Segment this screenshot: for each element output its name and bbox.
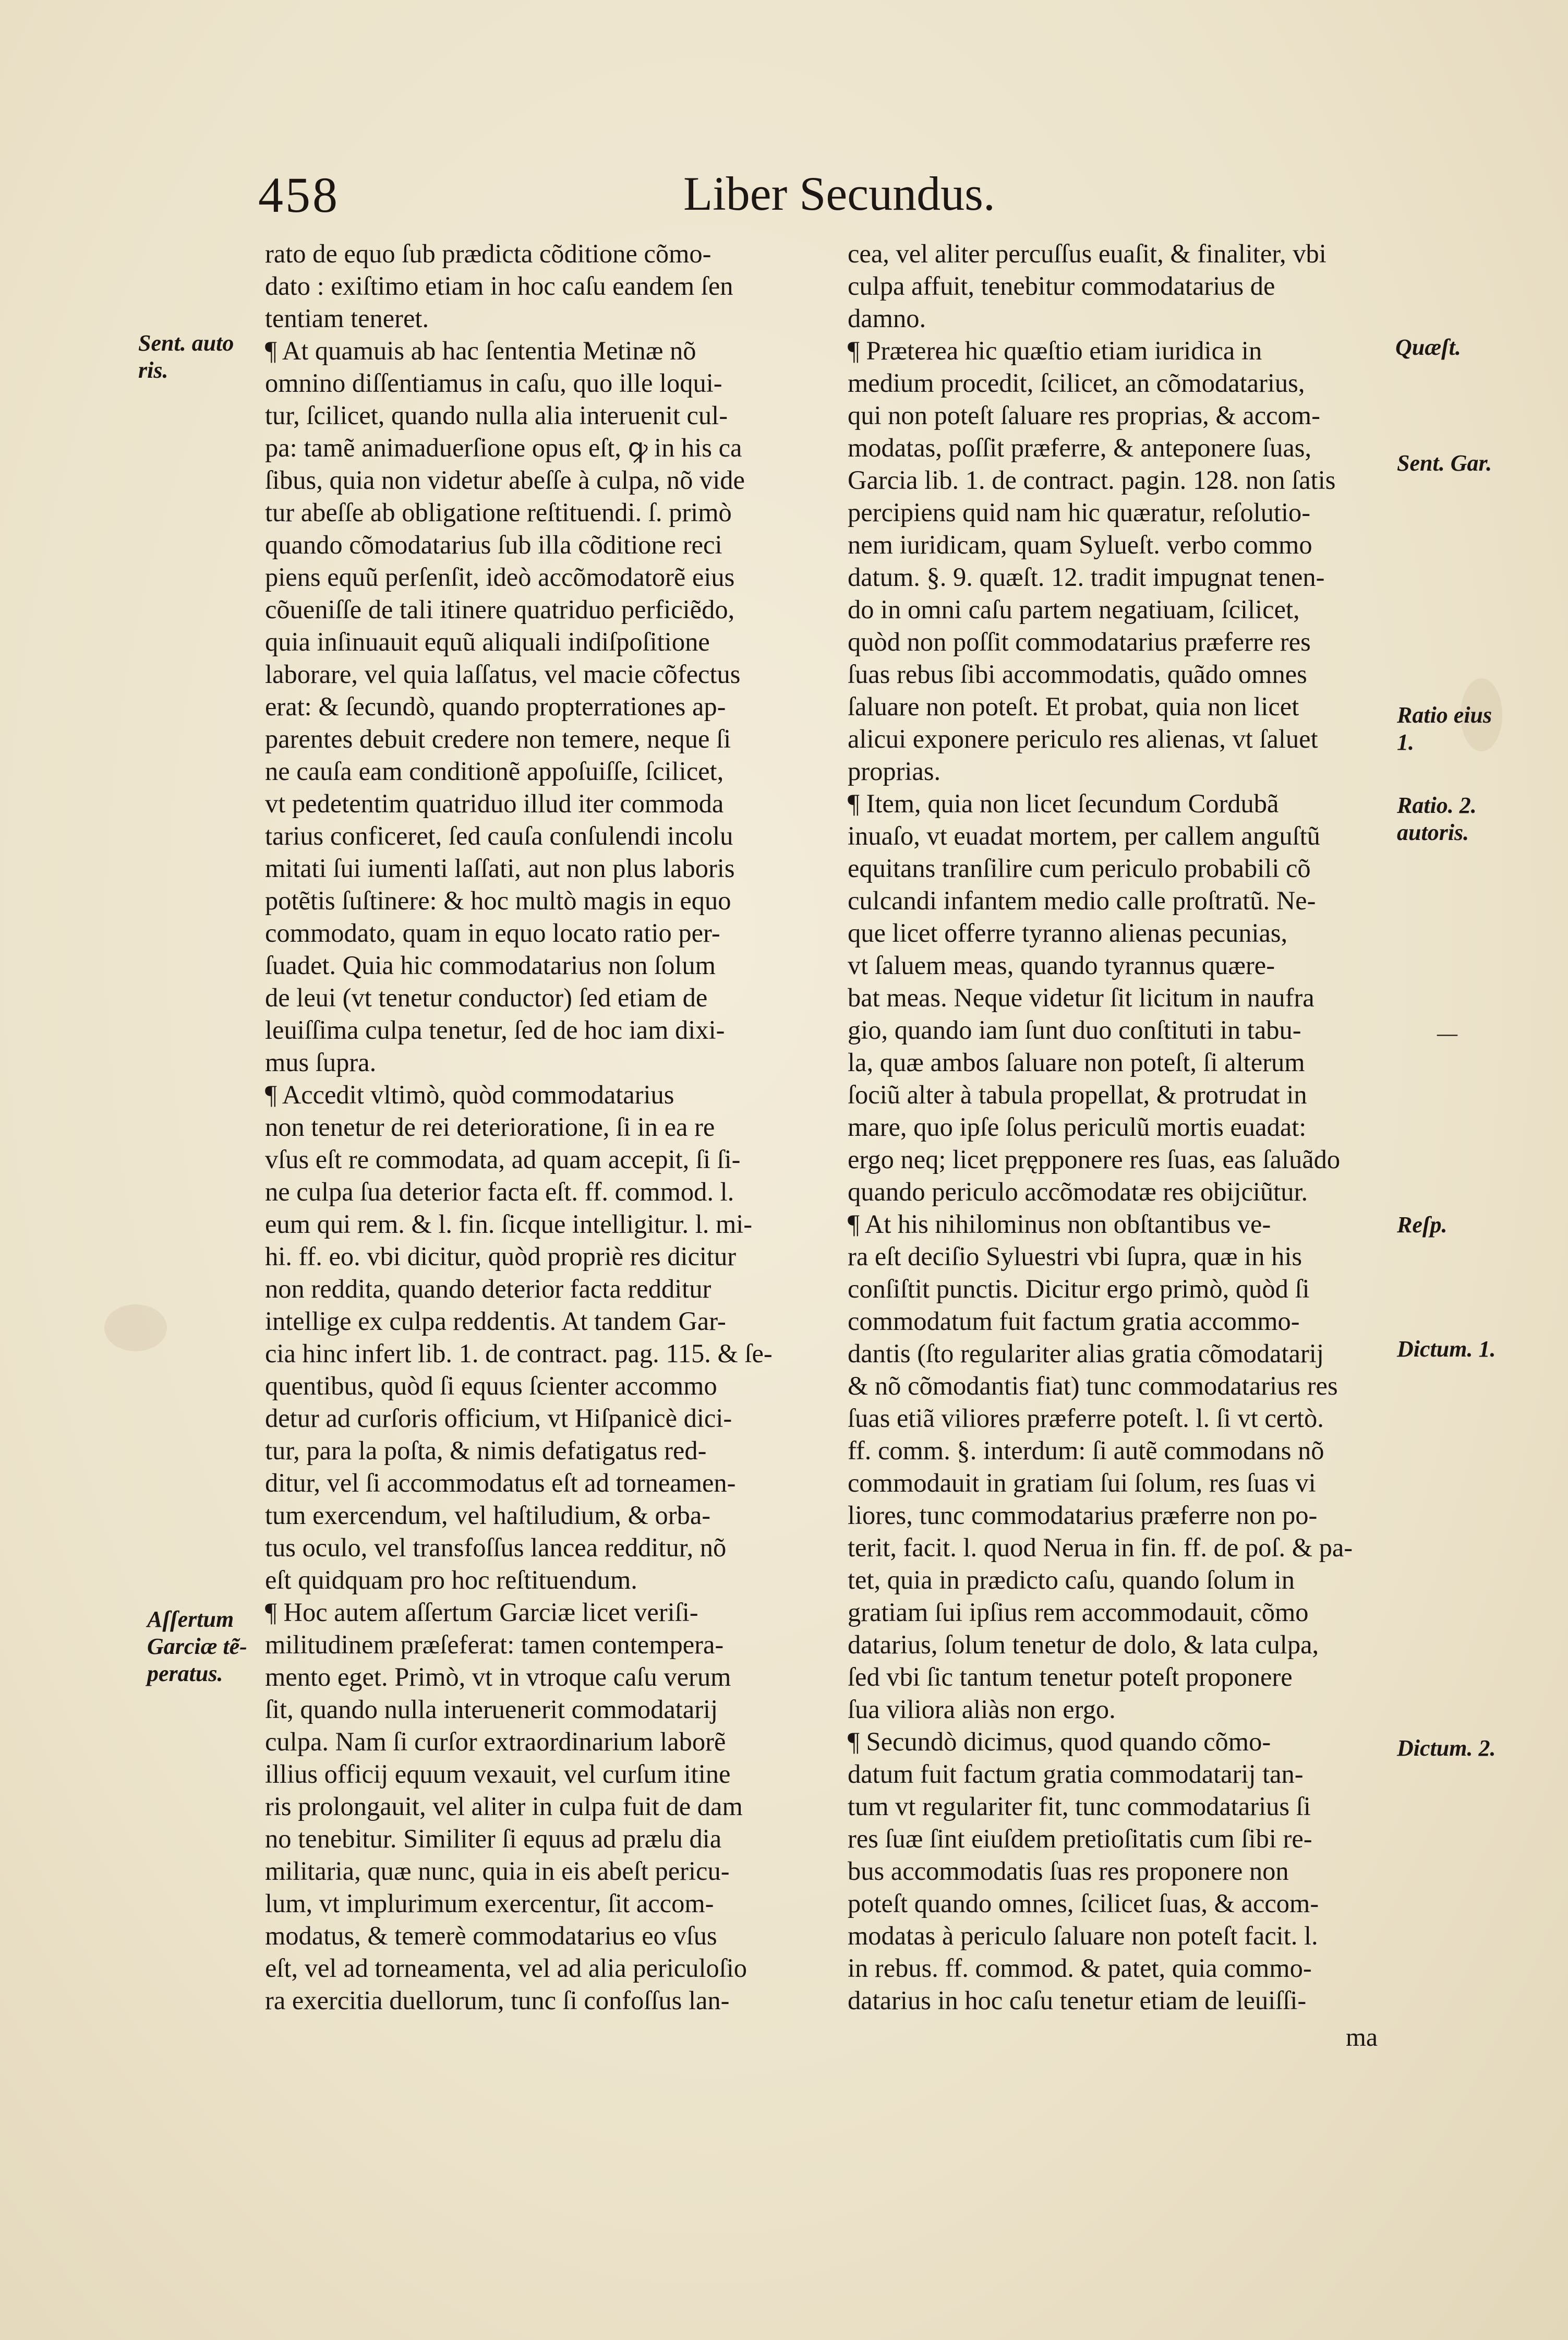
text-line: tus oculo, vel transfoſſus lancea redditur, nõ — [265, 1533, 727, 1562]
text-line: quia inſinuauit equũ aliquali indiſpoſitione — [265, 627, 710, 656]
text-line: mus ſupra. — [265, 1048, 377, 1077]
text-line: mare, quo ipſe ſolus periculũ mortis euadat: — [848, 1112, 1307, 1142]
text-line: culpa affuit, tenebitur commodatarius de — [848, 271, 1275, 301]
text-line: bat meas. Neque videtur ſit licitum in naufra — [848, 983, 1314, 1012]
text-line: proprias. — [848, 757, 941, 786]
text-line: tet, quia in prædicto caſu, quando ſolum in — [848, 1565, 1295, 1594]
text-line: gratiam ſui ipſius rem accommodauit, cõmo — [848, 1598, 1309, 1627]
text-line: bus accommodatis ſuas res proponere non — [848, 1856, 1289, 1886]
margin-note-line: Garciæ tẽ- — [147, 1634, 247, 1659]
text-line: que licet offerre tyranno alienas pecunias, — [848, 918, 1288, 947]
text-line: quòd non poſſit commodatarius præferre res — [848, 627, 1311, 656]
margin-note-line: Sent. auto — [138, 330, 234, 356]
text-line: cõueniſſe de tali itinere quatriduo perficiẽdo, — [265, 595, 735, 624]
text-line: Garcia lib. 1. de contract. pagin. 128. non ſatis — [848, 465, 1336, 495]
running-title: Liber Secundus. — [683, 167, 995, 220]
text-line: ditur, vel ſi accommodatus eſt ad torneamen- — [265, 1468, 736, 1497]
text-line: tur, para la poſta, & nimis defatigatus red- — [265, 1436, 707, 1465]
text-line: cia hinc infert lib. 1. de contract. pag. 115. & ſe- — [265, 1339, 773, 1368]
text-line: dato : exiſtimo etiam in hoc caſu eandem ſen — [265, 271, 733, 301]
text-line: tur, ſcilicet, quando nulla alia interuenit cul- — [265, 401, 728, 430]
text-line: tentiam teneret. — [265, 304, 429, 333]
text-line: rato de equo ſub prædicta cõditione cõmo- — [265, 239, 711, 268]
margin-note-line: peratus. — [147, 1661, 223, 1686]
margin-note-line: Ratio. 2. — [1397, 793, 1477, 818]
page-number: 458 — [258, 167, 340, 223]
paper-stain — [104, 1304, 167, 1351]
text-line: mitati ſui iumenti laſſati, aut non plus laboris — [265, 854, 735, 883]
text-line: modatas à periculo ſaluare non poteſt facit. l. — [848, 1921, 1318, 1950]
text-line: & nõ cõmodantis fiat) tunc commodatarius res — [848, 1371, 1338, 1400]
text-line: erat: & ſecundò, quando propterrationes ap- — [265, 692, 726, 721]
text-line: gio, quando iam ſunt duo conſtituti in tabu- — [848, 1015, 1301, 1045]
text-line: modatas, poſſit præferre, & anteponere ſuas, — [848, 433, 1312, 462]
margin-note-line: ris. — [138, 357, 168, 383]
text-line: ra eſt deciſio Syluestri vbi ſupra, quæ in his — [848, 1242, 1302, 1271]
margin-note-dictum-1: Dictum. 1. — [1397, 1336, 1496, 1362]
text-line: eſt, vel ad torneamenta, vel ad alia periculoſio — [265, 1953, 747, 1983]
text-line: tarius conficeret, ſed cauſa conſulendi incolu — [265, 821, 733, 850]
text-line: ¶ Secundò dicimus, quod quando cõmo- — [848, 1727, 1271, 1756]
text-line: ¶ Hoc autem aſſertum Garciæ licet veriſi- — [265, 1598, 698, 1627]
text-line: vt pedetentim quatriduo illud iter commoda — [265, 789, 724, 818]
margin-note-sent-autoris — [138, 330, 234, 384]
text-line: ergo neq; licet prępponere res ſuas, eas ſaluãdo — [848, 1145, 1341, 1174]
text-line: do in omni caſu partem negatiuam, ſcilicet, — [848, 595, 1300, 624]
text-line: laborare, vel quia laſſatus, vel macie cõfectus — [265, 659, 741, 689]
text-line: equitans tranſilire cum periculo probabili cõ — [848, 854, 1311, 883]
text-line: ¶ Accedit vltimò, quòd commodatarius — [265, 1080, 674, 1109]
text-line: detur ad curſoris officium, vt Hiſpanicè dici- — [265, 1403, 732, 1433]
text-line: commodato, quam in equo locato ratio per- — [265, 918, 720, 947]
text-line: no tenebitur. Similiter ſi equus ad prælu dia — [265, 1824, 722, 1853]
text-line: commodatum fuit factum gratia accommo- — [848, 1306, 1300, 1336]
text-line: hi. ff. eo. vbi dicitur, quòd propriè res dicitur — [265, 1242, 737, 1271]
text-line: ſociũ alter à tabula propellat, & protrudat in — [848, 1080, 1307, 1109]
text-line: poteſt quando omnes, ſcilicet ſuas, & accom- — [848, 1889, 1319, 1918]
catchword: ma — [1346, 2022, 1378, 2051]
text-line: terit, facit. l. quod Nerua in fin. ff. de poſ. & pa- — [848, 1533, 1353, 1562]
text-line: non reddita, quando deterior facta redditur — [265, 1274, 711, 1303]
text-line: nem iuridicam, quam Sylueſt. verbo commo — [848, 530, 1312, 559]
left-text-column — [265, 237, 828, 2017]
text-line: vt ſaluem meas, quando tyrannus quære- — [848, 951, 1275, 980]
text-line: liores, tunc commodatarius præferre non po- — [848, 1501, 1318, 1530]
margin-note-line: autoris. — [1397, 820, 1469, 845]
text-line: militaria, quæ nunc, quia in eis abeſt pericu- — [265, 1856, 730, 1886]
text-line: conſiſtit punctis. Dicitur ergo primò, quòd ſi — [848, 1274, 1310, 1303]
text-line: eſt quidquam pro hoc reſtituendum. — [265, 1565, 637, 1594]
right-text-column — [848, 237, 1414, 2017]
text-line: ſuas rebus ſibi accommodatis, quãdo omnes — [848, 659, 1307, 689]
text-line: culpa. Nam ſi curſor extraordinarium laborẽ — [265, 1727, 726, 1756]
margin-note-resp: Reſp. — [1397, 1212, 1448, 1238]
text-line: omnino diſſentiamus in caſu, quo ille loqui- — [265, 368, 722, 398]
text-line: ſuas etiã viliores præferre poteſt. l. ſi vt certò. — [848, 1403, 1324, 1433]
text-line: ris prolongauit, vel aliter in culpa fuit de dam — [265, 1792, 743, 1821]
text-line: datarius in hoc caſu tenetur etiam de leuiſſi- — [848, 1986, 1307, 2015]
text-line: ſibus, quia non videtur abeſſe à culpa, nõ vide — [265, 465, 745, 495]
text-line: mento eget. Primò, vt in vtroque caſu verum — [265, 1662, 731, 1691]
text-line: lum, vt implurimum exercentur, ſit accom- — [265, 1889, 714, 1918]
text-line: ſaluare non poteſt. Et probat, quia non licet — [848, 692, 1299, 721]
text-line: quentibus, quòd ſi equus ſcienter accommo — [265, 1371, 717, 1400]
margin-note-line: Aſſertum — [147, 1606, 234, 1632]
margin-note-sent-garc: Sent. Gar. — [1397, 450, 1492, 476]
text-line: ff. comm. §. interdum: ſi autẽ commodans nõ — [848, 1436, 1324, 1465]
text-line: quando cõmodatarius ſub illa cõditione reci — [265, 530, 722, 559]
text-line: tur abeſſe ab obligatione reſtituendi. ſ. primò — [265, 498, 732, 527]
text-line: ne culpa ſua deterior facta eſt. ff. commod. l. — [265, 1177, 734, 1206]
text-line: datum. §. 9. quæſt. 12. tradit impugnat tenen- — [848, 562, 1325, 592]
text-line: tum exercendum, vel haſtiludium, & orba- — [265, 1501, 711, 1530]
text-line: ſit, quando nulla interuenerit commodatarij — [265, 1695, 718, 1724]
text-line: percipiens quid nam hic quæratur, reſolutio- — [848, 498, 1311, 527]
text-line: vſus eſt re commodata, ad quam accepit, ſi ſi- — [265, 1145, 741, 1174]
text-line: commodauit in gratiam ſui ſolum, res ſuas vi — [848, 1468, 1316, 1497]
text-line: qui non poteſt ſaluare res proprias, & accom- — [848, 401, 1320, 430]
text-line: alicui exponere periculo res alienas, vt ſaluet — [848, 724, 1318, 753]
text-line: non tenetur de rei deterioratione, ſi in ea re — [265, 1112, 715, 1142]
text-line: in rebus. ff. commod. & patet, quia commo- — [848, 1953, 1312, 1983]
text-line: pa: tamẽ animaduerſione opus eſt, ꝙ in his ca — [265, 433, 742, 462]
text-line: de leui (vt tenetur conductor) ſed etiam de — [265, 983, 708, 1012]
margin-note-line: 1. — [1397, 729, 1414, 755]
text-line: medium procedit, ſcilicet, an cõmodatarius, — [848, 368, 1305, 398]
text-line: ſuadet. Quia hic commodatarius non ſolum — [265, 951, 716, 980]
margin-note-dash: — — [1437, 1021, 1458, 1046]
text-line: ra exercitia duellorum, tunc ſi confoſſus lan- — [265, 1986, 730, 2015]
text-line: quando periculo accõmodatæ res obijciũtur. — [848, 1177, 1308, 1206]
margin-note-assertum-garciae — [147, 1606, 247, 1687]
text-line: la, quæ ambos ſaluare non poteſt, ſi alterum — [848, 1048, 1305, 1077]
text-line: dantis (ſto regulariter alias gratia cõmodatarij — [848, 1339, 1324, 1368]
text-line: eum qui rem. & l. fin. ſicque intelligitur. l. mi- — [265, 1209, 753, 1239]
text-line: leuiſſima culpa tenetur, ſed de hoc iam dixi- — [265, 1015, 725, 1045]
text-line: ¶ At quamuis ab hac ſententia Metinæ nõ — [265, 336, 696, 365]
text-line: res ſuæ ſint eiuſdem pretioſitatis cum ſibi re- — [848, 1824, 1312, 1853]
text-line: damno. — [848, 304, 926, 333]
text-line: ¶ Item, quia non licet ſecundum Cordubã — [848, 789, 1279, 818]
margin-note-quaest: Quæſt. — [1395, 334, 1461, 360]
margin-note-line: Ratio eius — [1397, 702, 1492, 728]
margin-note-dictum-2: Dictum. 2. — [1397, 1735, 1496, 1761]
text-line: piens equũ perſenſit, ideò accõmodatorẽ eius — [265, 562, 735, 592]
text-line: parentes debuit credere non temere, neque ſi — [265, 724, 731, 753]
text-line: ſua viliora aliàs non ergo. — [848, 1695, 1116, 1724]
text-line: illius officij equum vexauit, vel curſum itine — [265, 1759, 731, 1789]
text-line: datarius, ſolum tenetur de dolo, & lata culpa, — [848, 1630, 1319, 1659]
text-line: potẽtis ſuſtinere: & hoc multò magis in equo — [265, 886, 731, 915]
text-line: datum fuit factum gratia commodatarij tan- — [848, 1759, 1304, 1789]
text-line: inuaſo, vt euadat mortem, per callem anguſtũ — [848, 821, 1320, 850]
text-line: culcandi infantem medio calle proſtratũ. Ne- — [848, 886, 1316, 915]
text-line: modatus, & temerè commodatarius eo vſus — [265, 1921, 717, 1950]
text-line: ¶ At his nihilominus non obſtantibus ve- — [848, 1209, 1271, 1239]
text-line: tum vt regulariter fit, tunc commodatarius ſi — [848, 1792, 1311, 1821]
text-line: intellige ex culpa reddentis. At tandem Gar- — [265, 1306, 726, 1336]
text-line: cea, vel aliter percuſſus euaſit, & finaliter, vbi — [848, 239, 1326, 268]
text-line: ne cauſa eam conditionẽ appoſuiſſe, ſcilicet, — [265, 757, 724, 786]
text-line: ¶ Præterea hic quæſtio etiam iuridica in — [848, 336, 1262, 365]
text-line: militudinem præſeferat: tamen contempera- — [265, 1630, 724, 1659]
text-line: ſed vbi ſic tantum tenetur poteſt proponere — [848, 1662, 1293, 1691]
